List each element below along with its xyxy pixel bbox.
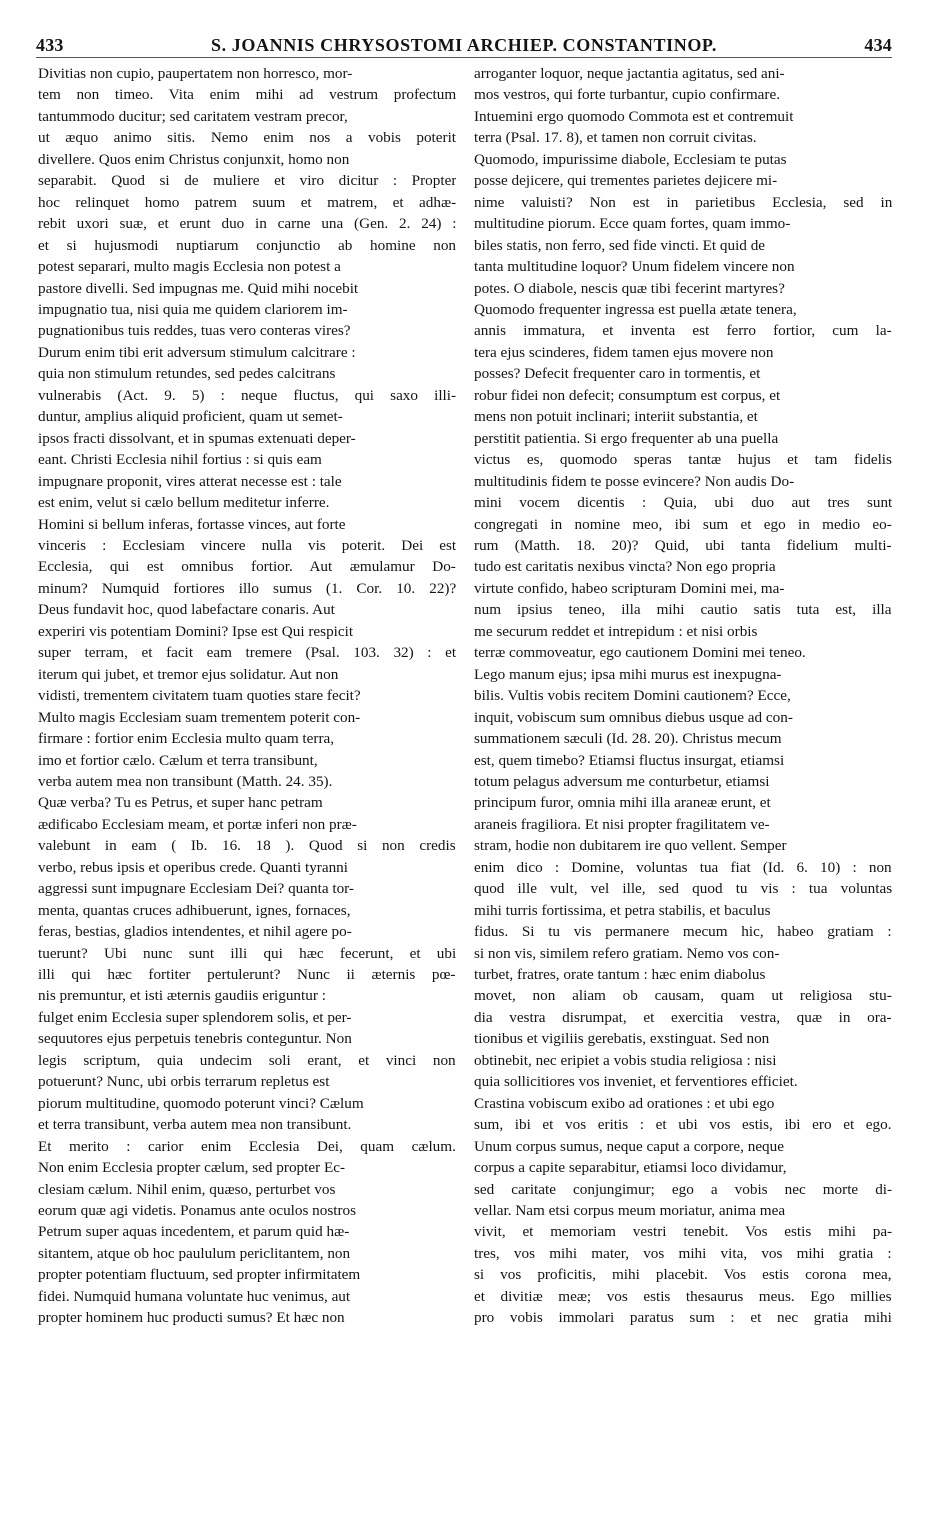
text-line: impugnare proponit, vires atterat necesse est : tale — [38, 472, 342, 490]
text-line: quod ille vult, vel ille, sed quod tu vis : tua voluntas — [474, 880, 892, 898]
text-line: num ipsius teneo, illa mihi cautio satis tuta est, illa — [474, 601, 892, 619]
text-line: duntur, amplius aliquid proficient, quam ut semet- — [38, 408, 343, 426]
text-line: si non vis, similem refero gratiam. Nemo vos con- — [474, 944, 780, 962]
text-line: eorum quæ agi videtis. Ponamus ante oculos nostros — [38, 1202, 357, 1220]
text-line: Durum enim tibi erit adversum stimulum calcitrare : — [38, 343, 356, 361]
text-line: ipsos fracti dissolvant, et in spumas extenuati deper- — [38, 429, 356, 447]
text-line: illi qui hæc fortiter pertulerunt? Nunc ii æternis pœ- — [38, 966, 456, 984]
text-line: separabit. Quod si de muliere et viro dicitur : Propter — [38, 172, 456, 190]
text-line: tuerunt? Ubi nunc sunt illi qui hæc fecerunt, et ubi — [38, 944, 456, 962]
text-line: tera ejus scinderes, fidem tamen ejus movere non — [474, 343, 774, 361]
text-line: legis scriptum, quia undecim soli erant, et vinci non — [38, 1051, 456, 1069]
text-line: iterum qui jubet, et tremor ejus solidatur. Aut non — [38, 665, 339, 683]
text-line: bilis. Vultis vobis recitem Domini cautionem? Ecce, — [474, 687, 791, 705]
text-line: tem non timeo. Vita enim mihi ad vestrum profectum — [38, 86, 456, 104]
text-line: multitudine piorum. Ecce quam fortes, quam immo- — [474, 215, 791, 233]
text-line: est enim, velut si cælo bellum meditetur inferre. — [38, 494, 330, 512]
page-number-left: 433 — [36, 34, 64, 55]
text-line: pugnationibus tuis reddes, tuas vero conteras vires? — [38, 322, 351, 340]
text-line: Petrum super aquas incedentem, et parum quid hæ- — [38, 1223, 350, 1241]
text-line: arroganter loquor, neque jactantia agitatus, sed ani- — [474, 65, 785, 82]
text-line: clesiam cælum. Nihil enim, quæso, perturbet vos — [38, 1180, 336, 1198]
text-line: ut æquo animo sitis. Nemo enim nos a vobis poterit — [38, 129, 456, 147]
text-line: et terra transibunt, verba autem mea non transibunt. — [38, 1116, 352, 1134]
text-line: obtinebit, nec eripiet a vobis studia religiosa : nisi — [474, 1051, 777, 1069]
text-line: posses? Defecit frequenter caro in tormentis, et — [474, 365, 761, 383]
header-rule — [36, 57, 892, 58]
text-line: posse dejicere, qui trementes parietes dejicere mi- — [474, 172, 778, 190]
text-line: eant. Christi Ecclesia nihil fortius : si quis eam — [38, 451, 322, 469]
text-line: summationem sæculi (Id. 28. 20). Christus mecum — [474, 730, 782, 748]
text-line: araneis fragiliora. Et nisi propter fragilitatem ve- — [474, 815, 770, 833]
text-line: vinceris : Ecclesiam vincere nulla vis poterit. Dei est — [38, 536, 456, 554]
text-line: divellere. Quos enim Christus conjunxit, homo non — [38, 150, 350, 168]
text-line: fulget enim Ecclesia super splendorem solis, et per- — [38, 1008, 352, 1026]
text-line: Non enim Ecclesia propter cælum, sed propter Ec- — [38, 1159, 346, 1177]
text-line: vellar. Nam etsi corpus meum moriatur, anima mea — [474, 1202, 786, 1220]
text-line: minum? Numquid fortiores illo sumus (1. Cor. 10. 22)? — [38, 579, 456, 597]
text-line: quia non stimulum retundes, sed pedes calcitrans — [38, 365, 336, 383]
text-line: perstitit patientia. Si ergo frequenter ab una puella — [474, 429, 779, 447]
text-line: Et merito : carior enim Ecclesia Dei, quam cælum. — [38, 1137, 456, 1155]
text-line: firmare : fortior enim Ecclesia multo quam terra, — [38, 730, 335, 748]
text-line: Crastina vobiscum exibo ad orationes : et ubi ego — [474, 1094, 775, 1112]
text-line: tres, vos mihi mater, vos mihi vita, vos mihi gratia : — [474, 1244, 892, 1262]
text-line: feras, bestias, gladios intendentes, et nihil agere po- — [38, 923, 352, 941]
text-line: Quæ verba? Tu es Petrus, et super hanc petram — [38, 794, 323, 812]
text-line: Multo magis Ecclesiam suam trementem poterit con- — [38, 708, 361, 726]
text-line: piorum multitudine, quomodo poterunt vinci? Cælum — [38, 1094, 364, 1112]
text-line: Quomodo frequenter ingressa est puella ætate tenera, — [474, 300, 797, 318]
text-line: hoc relinquet homo patrem suum et matrem, et adhæ- — [38, 193, 456, 211]
text-line: Homini si bellum inferas, fortasse vinces, aut forte — [38, 515, 346, 533]
text-line: turbet, fratres, orate tantum : hæc enim diabolus — [474, 966, 766, 984]
text-line: sequutores ejus perpetuis tenebris conteguntur. Non — [38, 1030, 352, 1048]
text-line: pastore divelli. Sed impugnas me. Quid mihi nocebit — [38, 279, 359, 297]
text-line: principum furor, omnia mihi illa araneæ erunt, et — [474, 794, 771, 812]
text-line: multitudinis fidem te posse evincere? Non audis Do- — [474, 472, 795, 490]
text-line: Unum corpus sumus, neque caput a corpore, neque — [474, 1137, 784, 1155]
text-line: tanta multitudine loquor? Unum fidelem vincere non — [474, 258, 795, 276]
text-line: terræ commoveatur, ego cautionem Domini mei teneo. — [474, 644, 806, 662]
text-line: sitantem, atque ob hoc paululum periclitantem, non — [38, 1244, 351, 1262]
text-line: mos vestros, qui forte turbantur, cupio confirmare. — [474, 86, 781, 104]
text-line: verba autem mea non transibunt (Matth. 24. 35). — [38, 772, 333, 790]
text-line: rum (Matth. 18. 20)? Quid, ubi tanta fidelium multi- — [474, 536, 892, 554]
text-line: imo et fortior cælo. Cælum et terra transibunt, — [38, 751, 318, 769]
text-line: Lego manum ejus; ipsa mihi murus est inexpugna- — [474, 665, 782, 683]
text-line: super terram, et facit eam tremere (Psal. 103. 32) : et — [38, 644, 456, 662]
text-line: verbo, rebus ipsis et operibus crede. Quanti tyranni — [38, 858, 348, 876]
text-line: experiri vis potentiam Domini? Ipse est Qui respicit — [38, 622, 354, 640]
running-header — [36, 30, 892, 60]
text-line: mini vocem dicentis : Quia, ubi duo aut tres sunt — [474, 494, 892, 512]
text-line: Divitias non cupio, paupertatem non horresco, mor- — [38, 65, 353, 82]
text-line: annis immatura, et inventa est ferro fortior, cum la- — [474, 322, 892, 340]
text-line: terra (Psal. 17. 8), et tamen non corruit civitas. — [474, 129, 757, 147]
text-line: fidus. Si tu vis permanere mecum hic, habeo gratiam : — [474, 923, 892, 941]
text-line: nime valuisti? Non est in parietibus Ecclesia, sed in — [474, 193, 892, 211]
text-line: vulnerabis (Act. 9. 5) : neque fluctus, qui saxo illi- — [38, 386, 456, 404]
text-line: potest separari, multo magis Ecclesia non potest a — [38, 258, 341, 276]
text-line: mihi turris fortissima, et petra stabilis, et baculus — [474, 901, 771, 919]
text-line: congregati in nomine meo, ibi sum et ego in medio eo- — [474, 515, 892, 533]
text-line: et divitiæ meæ; vos estis thesaurus meus. Ego millies — [474, 1287, 892, 1305]
text-line: me securum reddet et intrepidum : et nisi orbis — [474, 622, 758, 640]
text-line: Deus fundavit hoc, quod labefactare conaris. Aut — [38, 601, 335, 619]
text-line: stram, hodie non dubitarem ire quo vellent. Semper — [474, 837, 787, 855]
text-line: Intuemini ergo quomodo Commota est et contremuit — [474, 107, 794, 125]
text-line: aggressi sunt impugnare Ecclesiam Dei? quanta tor- — [38, 880, 354, 898]
text-line: robur fidei non defecit; consumptum est corpus, et — [474, 386, 781, 404]
text-line: fidei. Numquid humana voluntate huc venimus, aut — [38, 1287, 351, 1305]
text-line: totum pelagus adversum me conturbetur, etiamsi — [474, 772, 770, 790]
text-line: mens non potuit inclinari; interiit substantia, et — [474, 408, 758, 426]
text-line: tionibus et vigiliis gerebatis, exstinguat. Sed non — [474, 1030, 770, 1048]
text-line: propter potentiam fluctuum, sed propter infirmitatem — [38, 1266, 361, 1284]
text-line: inquit, vobiscum sum omnibus diebus usque ad con- — [474, 708, 793, 726]
right-column — [474, 63, 892, 1329]
text-line: movet, non aliam ob causam, quam ut religiosa stu- — [474, 987, 892, 1005]
text-line: si vos proficitis, mihi placebit. Vos estis corona mea, — [474, 1266, 892, 1284]
text-line: pro vobis immolari paratus sum : et nec gratia mihi — [474, 1309, 892, 1327]
text-line: rebit uxori suæ, et erunt duo in carne una (Gen. 2. 24) : — [38, 215, 456, 233]
text-line: Ecclesia, qui est omnibus fortior. Aut æmulamur Do- — [38, 558, 456, 576]
text-line: tantummodo ducitur; sed caritatem vestram precor, — [38, 107, 348, 125]
text-line: sum, ibi et vos eritis : et ubi vos estis, ibi ero et ego. — [474, 1116, 892, 1134]
text-line: virtute confido, habeo scripturam Domini mei, ma- — [474, 579, 785, 597]
text-line: corpus a capite separabitur, etiamsi loco dividamur, — [474, 1159, 787, 1177]
text-line: menta, quantas cruces adhibuerunt, ignes, fornaces, — [38, 901, 351, 919]
text-line: propter hominem huc producti sumus? Et hæc non — [38, 1309, 345, 1327]
text-line: et si hujusmodi nuptiarum conjunctio ab homine non — [38, 236, 456, 254]
text-line: vivit, et memoriam vestri tenebit. Vos estis mihi pa- — [474, 1223, 892, 1241]
running-title: S. JOANNIS CHRYSOSTOMI ARCHIEP. CONSTANTINOP. — [211, 34, 717, 55]
text-line: est, quem timebo? Etiamsi fluctus insurgat, etiamsi — [474, 751, 785, 769]
text-line: biles statis, non ferro, sed fide vincti. Et quid de — [474, 236, 766, 254]
page-number-right: 434 — [864, 34, 892, 55]
text-line: quia sollicitiores vos inveniet, et ferventiores efficiet. — [474, 1073, 798, 1091]
text-line: enim dico : Domine, voluntas tua fiat (Id. 6. 10) : non — [474, 858, 892, 876]
text-line: potuerunt? Nunc, ubi orbis terrarum repletus est — [38, 1073, 330, 1091]
text-line: tudo est caritatis nexibus vincta? Non ego propria — [474, 558, 776, 576]
text-line: sed caritate conjungimur; ego a vobis nec morte di- — [474, 1180, 892, 1198]
text-line: victus es, quomodo speras tantæ hujus et tam fidelis — [474, 451, 892, 469]
text-line: dia vestra disrumpat, et exercitia vestra, quæ in ora- — [474, 1008, 892, 1026]
text-line: potes. O diabole, nescis quæ tibi fecerint martyres? — [474, 279, 785, 297]
text-line: vidisti, trementem civitatem tuam quoties stare fecit? — [38, 687, 361, 705]
text-line: impugnatio tua, nisi quia me quidem clariorem im- — [38, 300, 348, 318]
text-line: valebunt in eam ( Ib. 16. 18 ). Quod si non credis — [38, 837, 456, 855]
text-line: nis premuntur, et isti æternis gaudiis eriguntur : — [38, 987, 326, 1005]
left-column — [38, 63, 456, 1329]
text-line: ædificabo Ecclesiam meam, et portæ inferi non præ- — [38, 815, 357, 833]
text-line: Quomodo, impurissime diabole, Ecclesiam te putas — [474, 150, 787, 168]
